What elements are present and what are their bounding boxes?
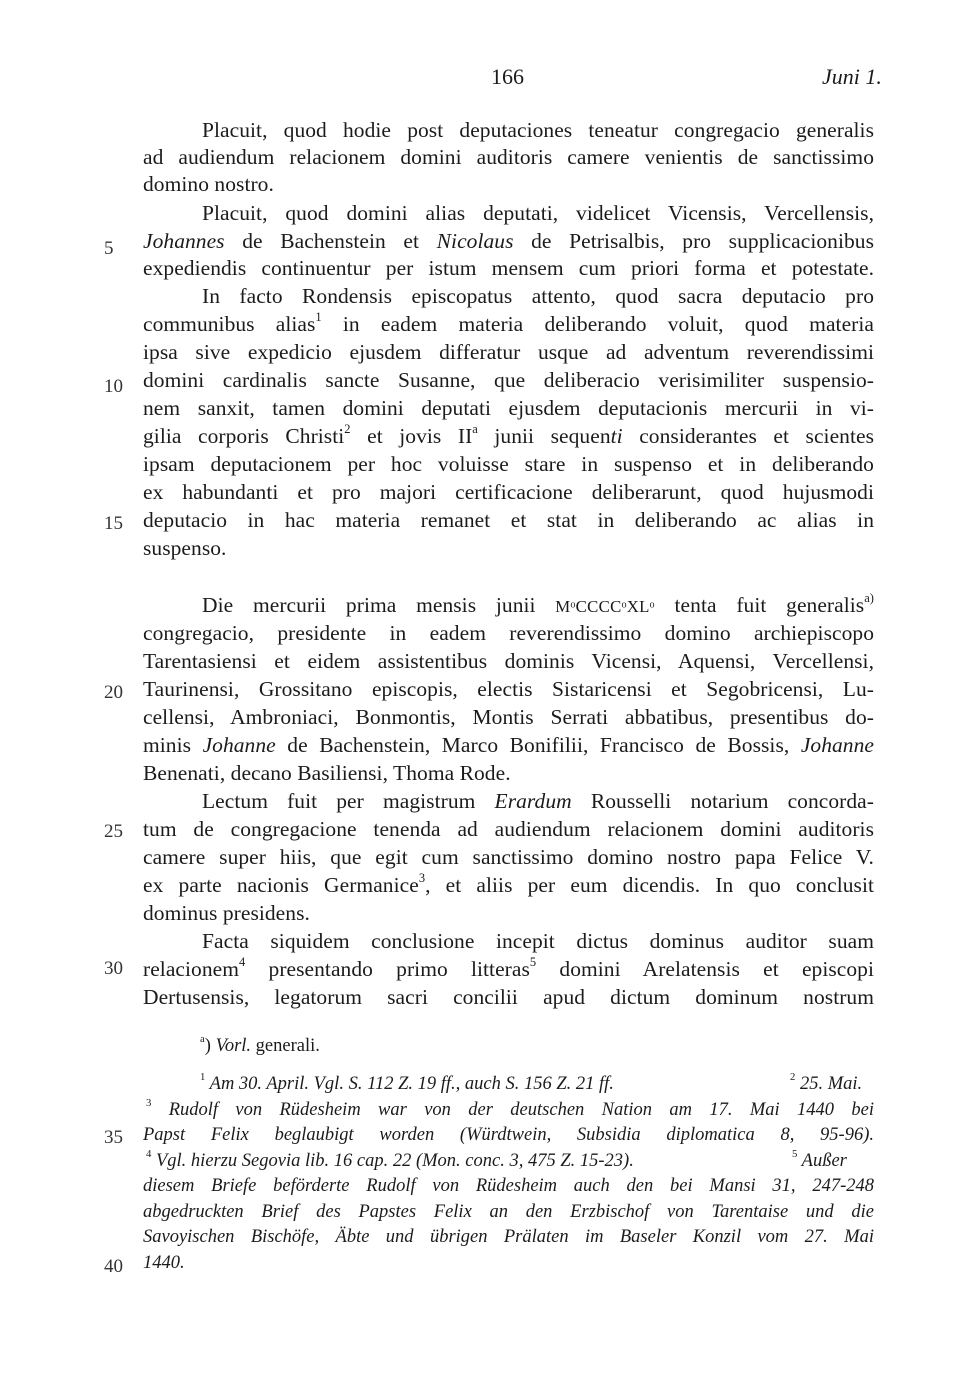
line-number: 30 xyxy=(104,958,123,979)
text-line: ex habundanti et pro majori certificacione deliberarunt, quod hujusmodi xyxy=(143,480,874,504)
italic-span: Vorl. xyxy=(215,1036,252,1056)
text-span: de Bachenstein et xyxy=(224,229,437,253)
text-span: Lectum fuit per magistrum xyxy=(202,789,495,813)
text-span: ex parte nacionis Germanice xyxy=(143,873,419,897)
footnote-ref: 3 xyxy=(418,870,426,885)
footnote-mark: 2 xyxy=(790,1071,796,1084)
footnote-ref: 1 xyxy=(315,309,322,324)
footnote-5-cont xyxy=(143,1203,874,1222)
footnote-ref: 5 xyxy=(529,954,537,969)
text-line: nem sanxit, tamen domini deputati ejusdem deputacionis mercurii in vi- xyxy=(143,396,874,420)
person-name: Johanne xyxy=(800,733,874,757)
text-line: suspenso. xyxy=(143,536,227,560)
text-line xyxy=(202,791,874,813)
footnote-3-cont xyxy=(143,1126,874,1145)
text-line: dominus presidens. xyxy=(143,901,310,925)
footnote-text: diesem Briefe beförderte Rudolf von Rüdesheim auch den bei Mansi 31, 247-248 xyxy=(143,1176,874,1196)
footnote-text: Rudolf von Rüdesheim war von der deutschen Nation am 17. Mai 1440 bei xyxy=(151,1100,874,1120)
line-number: 10 xyxy=(104,376,123,397)
page-number: 166 xyxy=(491,64,524,89)
text-line: Benenati, decano Basiliensi, Thoma Rode. xyxy=(143,761,511,785)
text-span: junii sequen xyxy=(477,424,611,448)
italic-span: ti xyxy=(610,424,623,448)
text-line: Tarentasiensi et eidem assistentibus dominis Vicensi, Aquensi, Vercellensi, xyxy=(143,649,874,673)
footnote-text: 25. Mai. xyxy=(795,1074,863,1094)
person-name: Johanne xyxy=(202,733,276,757)
footnote-text: Außer xyxy=(797,1151,847,1171)
text-line: Dertusensis, legatorum sacri concilii apud dictum dominum nostrum xyxy=(143,985,874,1009)
line-number: 40 xyxy=(104,1256,123,1277)
text-span: considerantes et scientes xyxy=(622,424,875,448)
footnote-ref: 2 xyxy=(344,421,351,436)
footnote-a xyxy=(200,1033,320,1056)
footnote-1 xyxy=(200,1071,614,1094)
footnote-5 xyxy=(792,1148,847,1171)
footnote-5-cont xyxy=(143,1228,874,1247)
text-span: Die mercurii prima mensis junii xyxy=(202,593,556,617)
text-span: communibus alias xyxy=(143,312,316,336)
person-name: Nicolaus xyxy=(436,229,514,253)
footnote-3 xyxy=(146,1097,874,1120)
text-line xyxy=(143,954,874,981)
footnote-text: abgedruckten Brief des Papstes Felix an den Erzbischof von Tarentaise und die xyxy=(143,1202,874,1222)
text-span: , et aliis per eum dicendis. In quo conclusit xyxy=(425,873,874,897)
text-line: domini cardinalis sancte Susanne, que deliberacio verisimiliter suspensio- xyxy=(143,368,874,392)
footnote-4 xyxy=(146,1148,634,1171)
text-span: gilia corporis Christi xyxy=(143,424,345,448)
text-line: ipsam deputacionem per hoc voluisse stare in suspenso et in deliberando xyxy=(143,452,874,476)
date-span: MᵒCCCCᵒXLᵒ xyxy=(555,597,655,616)
superscript: a xyxy=(472,421,478,436)
text-span: Rousselli notarium concorda- xyxy=(571,789,874,813)
text-span: domini Arelatensis et episcopi xyxy=(536,957,874,981)
footnote-5-cont xyxy=(143,1177,874,1196)
text-line xyxy=(143,421,875,448)
line-number: 25 xyxy=(104,821,123,842)
text-span: tenta fuit generalis xyxy=(654,593,865,617)
person-name: Erardum xyxy=(494,789,572,813)
line-number: 5 xyxy=(104,238,114,259)
text-line: tum de congregacione tenenda ad audiendum relacionem domini auditoris xyxy=(143,817,874,841)
text-line: Taurinensi, Grossitano episcopis, electis Sistaricensi et Segobricensi, Lu- xyxy=(143,677,874,701)
line-number: 15 xyxy=(104,513,123,534)
person-name: Johannes xyxy=(143,229,225,253)
line-number: 35 xyxy=(104,1127,123,1148)
footnote-ref: 4 xyxy=(239,954,246,969)
footnote-text: Savoyischen Bischöfe, Äbte und übrigen Prälaten im Baseler Konzil vom 27. Mai xyxy=(143,1227,874,1247)
footnote-mark: 1 xyxy=(200,1071,206,1084)
footnote-text: 1440. xyxy=(143,1253,185,1273)
footnote-2 xyxy=(790,1071,863,1094)
line-number: 20 xyxy=(104,682,123,703)
text-line: camere super hiis, que egit cum sanctissimo domino nostro papa Felice V. xyxy=(143,845,874,869)
text-span: minis xyxy=(143,733,203,757)
text-line xyxy=(143,309,874,336)
text-line: Placuit, quod hodie post deputaciones teneatur congregacio generalis xyxy=(202,118,874,142)
text-line: expediendis continuentur per istum mensem cum priori forma et potestate. xyxy=(143,256,874,280)
footnote-mark: 4 xyxy=(146,1148,152,1161)
footnote-mark: 3 xyxy=(146,1097,152,1110)
text-line: In facto Rondensis episcopatus attento, quod sacra deputacio pro xyxy=(202,284,874,308)
footnote-mark: a xyxy=(200,1033,205,1046)
text-span: presentando primo litteras xyxy=(245,957,530,981)
text-line xyxy=(143,870,874,897)
footnote-text: Papst Felix beglaubigt worden (Würdtwein, Subsidia diplomatica 8, 95-96). xyxy=(143,1125,874,1145)
text-line: congregacio, presidente in eadem reverendissimo domino archiepiscopo xyxy=(143,621,874,645)
text-line: ipsa sive expedicio ejusdem differatur usque ad adventum reverendissimi xyxy=(143,340,874,364)
running-title-text: Juni 1. xyxy=(822,64,882,89)
footnote-text: Vgl. hierzu Segovia lib. 16 cap. 22 (Mon. conc. 3, 475 Z. 15-23). xyxy=(151,1151,634,1171)
text-span: de Petrisalbis, pro supplicacionibus xyxy=(513,229,874,253)
text-span: de Bachenstein, Marco Bonifilii, Francisco de Bossis, xyxy=(275,733,801,757)
text-line: Placuit, quod domini alias deputati, videlicet Vicensis, Vercellensis, xyxy=(202,201,874,225)
running-title xyxy=(822,66,882,88)
text-line: deputacio in hac materia remanet et stat in deliberando ac alias in xyxy=(143,508,874,532)
text-line: domino nostro. xyxy=(143,172,274,196)
text-line xyxy=(143,231,874,253)
text-span: generali. xyxy=(251,1036,320,1056)
text-line xyxy=(143,735,874,757)
text-line: cellensi, Ambroniaci, Bonmontis, Montis Serrati abbatibus, presentibus do- xyxy=(143,705,874,729)
footnote-5-cont xyxy=(143,1254,185,1273)
text-span: in eadem materia deliberando voluit, quod materia xyxy=(321,312,874,336)
footnote-text: Am 30. April. Vgl. S. 112 Z. 19 ff., auch S. 156 Z. 21 ff. xyxy=(205,1074,614,1094)
footnote-mark: 5 xyxy=(792,1148,798,1161)
text-line: Facta siquidem conclusione incepit dictus dominus auditor suam xyxy=(202,929,874,953)
text-line: ad audiendum relacionem domini auditoris camere venientis de sanctissimo xyxy=(143,145,874,169)
text-span: et jovis II xyxy=(350,424,473,448)
text-span: ) xyxy=(204,1036,216,1056)
text-span: relacionem xyxy=(143,957,240,981)
text-line xyxy=(202,590,874,617)
footnote-ref: a) xyxy=(864,590,874,605)
